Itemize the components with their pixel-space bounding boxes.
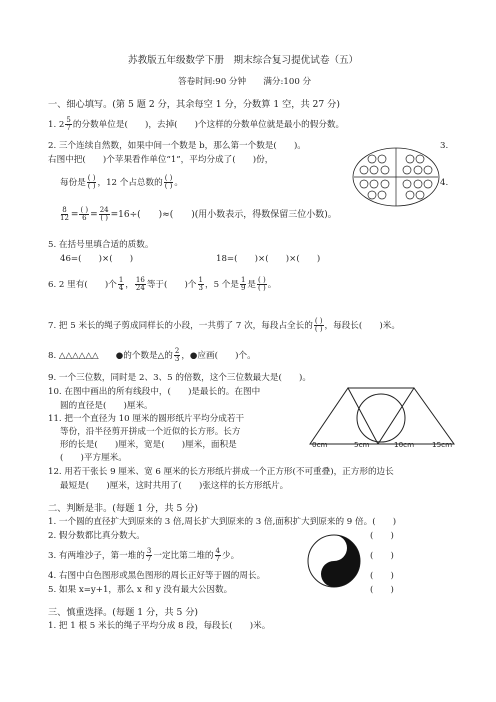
question-1-12-line2: 最短是( )厘米，这时共用了( )张这样的长方形纸片。 <box>60 481 289 491</box>
question-1-9: 9. 一个三位数，同时是 2、3、5 的倍数，这个三位数最大是( )。 <box>48 373 311 383</box>
section1-heading: 一、细心填写。(第 5 题 2 分，其余每空 1 分，分数算 1 空，共 27 分) <box>48 99 340 110</box>
q3-twelve-of-total: ，12 个占总数的 <box>97 178 163 188</box>
question-1-4-number: 4. <box>440 178 449 188</box>
q3-each-part-label: 每份是 <box>60 178 86 188</box>
judge-4: 4. 右图中白色图形或黑色图形的周长正好等于圆的周长。 <box>48 571 266 581</box>
q1-prefix: 1. 2 <box>48 120 65 130</box>
judge-1: 1. 一个圆的直径扩大到原来的 3 倍,周长扩大到原来的 3 倍,面积扩大到原来的 9 倍。( ) <box>48 517 397 527</box>
question-1-10-line2: 圆的直径是( )厘米。 <box>60 401 153 411</box>
question-1-8: 8. △△△△△△ ●的个数是△的 $\frac{2}{3}$ ，●应画( )个。 <box>48 347 256 363</box>
question-1-1 <box>48 117 344 132</box>
question-1-5-line2b: 18=( )×( )×( ) <box>216 254 321 264</box>
document-title: 苏教版五年级数学下册 期末综合复习提优试卷（五） <box>128 55 359 66</box>
section3-heading: 三、慎重选择。(每题 1 分，共 5 分) <box>48 607 198 618</box>
question-1-11-line3: 形的长是( )厘米，宽是( )厘米，面积是 <box>60 440 237 450</box>
q1-text: 的分数单位是( )，去掉( )个这样的分数单位就是最小的假分数。 <box>72 120 345 130</box>
q3-fraction-blank-1[interactable]: ( ) ( ) <box>87 174 96 190</box>
ruler-label-10: 10cm <box>394 440 415 449</box>
judge-4-answer[interactable]: ( ) <box>370 571 394 581</box>
judge-5: 5. 如果 x=y+1，那么 x 和 y 没有最大公因数。 <box>48 585 233 595</box>
ruler-label-0: 0cm <box>312 440 328 449</box>
question-1-11-line4: ( )平方厘米。 <box>60 453 127 463</box>
q1-fraction: $\frac{5}{7}$ <box>66 116 71 132</box>
judge-3-answer[interactable]: ( ) <box>370 551 394 561</box>
section2-heading: 二、判断是非。(每题 1 分，共 5 分) <box>48 503 198 514</box>
ruler-label-5: 5cm <box>354 440 370 449</box>
judge-5-answer[interactable]: ( ) <box>370 585 394 595</box>
judge-2-answer[interactable]: ( ) <box>370 531 394 541</box>
question-1-3-line2: 右图中把( )个苹果看作单位“1”，平均分成了( )份， <box>48 155 274 165</box>
question-1-5-line1: 5. 在括号里填合适的质数。 <box>48 240 154 250</box>
question-1-7: 7. 把 5 米长的绳子剪成同样长的小段，一共剪了 7 次，每段占全长的 ( ) ( ) ，每段长( )米。 <box>48 317 400 333</box>
q3-fraction-blank-2[interactable]: ( ) ( ) <box>164 174 173 190</box>
q4-text: =16÷( )≈( )(用小数表示，得数保留三位小数)。 <box>110 210 337 220</box>
apples-figure <box>352 146 440 208</box>
ruler-label-15: 15cm <box>432 440 453 449</box>
question-1-12-line1: 12. 用若干张长 9 厘米、宽 6 厘米的长方形纸片拼成一个正方形(不可重叠)，正方形的边长 <box>48 467 394 477</box>
question-1-3-line3: 每份是 ( ) ( ) ，12 个占总数的 ( ) ( ) 。 <box>60 174 184 190</box>
q4-blank-denominator[interactable]: 24 ( ) <box>99 206 109 222</box>
exam-info: 答卷时间:90 分钟 满分:100 分 <box>178 77 312 87</box>
judge-2: 2. 假分数都比真分数大。 <box>48 531 145 541</box>
question-1-3-number: 3. <box>440 141 449 151</box>
yin-yang-figure <box>306 533 362 589</box>
q4-blank-numerator[interactable]: ( ) 6 <box>80 206 89 222</box>
question-1-10-line1: 10. 在图中画出的所有线段中，( )是最长的。在图中 <box>48 387 261 397</box>
choice-1: 1. 把 1 根 5 米长的绳子平均分成 8 段，每段长( )米。 <box>48 621 271 631</box>
question-1-11-line1: 11. 把一个直径为 10 厘米的圆形纸片平均分成若干 <box>48 414 245 424</box>
question-1-4: $\frac{8}{12}$ = ( ) 6 = 24 ( ) =16÷( )≈( )(用小数表示，得数保留三位小数)。 <box>60 206 337 222</box>
question-1-11-line2: 等份，沿半径剪开拼成一个近似的长方形。长方 <box>60 427 241 437</box>
question-1-5-line2: 46=( )×( ) <box>60 254 134 264</box>
judge-3: 3. 有两堆沙子，第一堆的 $\frac{3}{7}$ 一定比第二堆的 $\frac{4}{7}$ 少。 <box>48 547 240 563</box>
question-1-2: 2. 三个连续自然数，如果中间一个数是 b，那么第一个数是( )。 <box>48 141 306 151</box>
question-1-6: 6. 2 里有( )个 $\frac{1}{4}$ ， $\frac{16}{24}$ 等于( )个 $\frac{1}{3}$ ，5 个是 $\frac{1}{9}$ 是 ( ) ( ) 。 <box>48 276 277 292</box>
